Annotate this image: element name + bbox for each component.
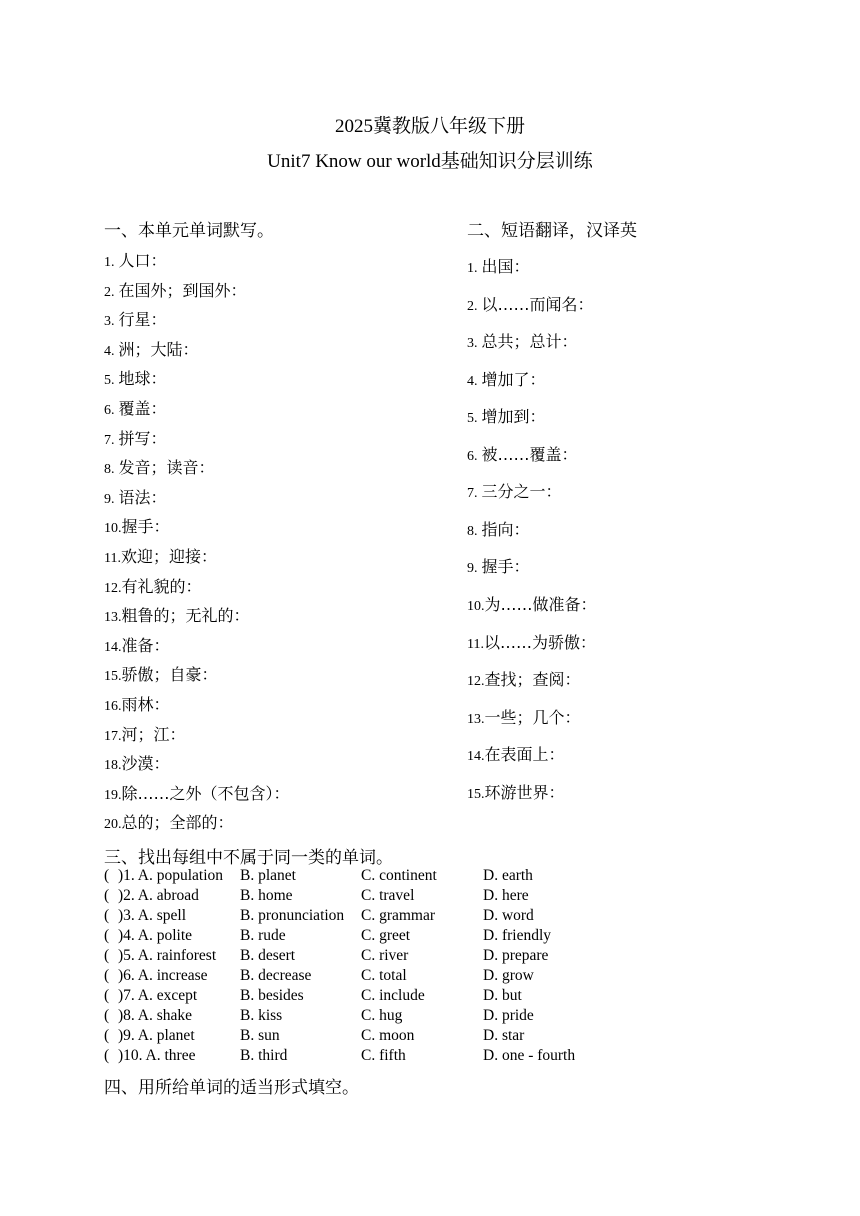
item-number: 15.	[104, 669, 122, 685]
section2-item	[467, 479, 562, 502]
section1-item	[104, 722, 186, 745]
section1-item	[104, 751, 170, 774]
answer-blank: (	[104, 906, 110, 924]
section1-item	[104, 574, 202, 597]
answer-blank: (	[104, 946, 110, 964]
item-prompt: 在表面上：	[484, 745, 565, 765]
option-d: D. grow	[483, 966, 534, 984]
item-number: 3.	[467, 336, 478, 352]
item-prompt: 指向：	[481, 519, 530, 539]
option-b: B. planet	[240, 867, 296, 884]
answer-blank: (	[104, 1026, 110, 1044]
item-number: 12.	[104, 580, 122, 596]
option-a: )2. A. abroad	[118, 886, 199, 904]
item-prompt: 总的；全部的：	[121, 813, 234, 833]
answer-blank: (	[104, 966, 110, 984]
section1-item	[104, 278, 247, 301]
option-c: C. hug	[361, 1006, 403, 1024]
option-a: )1. A. population	[118, 867, 224, 884]
section2-item	[467, 367, 546, 390]
item-number: 18.	[104, 758, 122, 774]
section1-item	[104, 366, 167, 389]
option-c: C. fifth	[361, 1046, 406, 1064]
section1-item	[104, 692, 170, 715]
option-d: D. word	[483, 906, 534, 924]
option-d: D. friendly	[483, 926, 552, 944]
section2-item	[467, 254, 530, 277]
section1-item	[104, 396, 167, 419]
option-b: B. sun	[240, 1026, 280, 1044]
option-c: C. total	[361, 966, 407, 984]
section1-item	[104, 810, 234, 833]
item-number: 13.	[467, 711, 485, 727]
item-prompt: 粗鲁的；无礼的：	[121, 606, 250, 626]
item-number: 19.	[104, 787, 122, 803]
option-b: B. besides	[240, 986, 304, 1004]
item-prompt: 有礼貌的：	[121, 576, 202, 596]
section1-heading: 一、本单元单词默写。	[104, 221, 274, 241]
item-prompt: 河；江：	[121, 724, 186, 744]
option-d: D. here	[483, 886, 529, 904]
item-prompt: 洲；大陆：	[118, 339, 199, 359]
option-c: C. greet	[361, 926, 411, 944]
option-c: C. grammar	[361, 906, 436, 924]
item-number: 4.	[467, 373, 478, 389]
item-prompt: 人口：	[118, 251, 167, 270]
section1-item	[104, 544, 217, 567]
section2-item	[467, 329, 578, 352]
item-prompt: 雨林：	[121, 695, 170, 714]
item-number: 15.	[467, 786, 485, 802]
option-b: B. kiss	[240, 1006, 283, 1024]
item-number: 5.	[467, 411, 478, 427]
answer-blank: (	[104, 986, 110, 1004]
section1-item	[104, 485, 167, 508]
item-prompt: 除……之外（不包含）：	[121, 783, 290, 803]
option-b: B. decrease	[240, 966, 312, 984]
item-prompt: 环游世界：	[484, 782, 565, 802]
item-prompt: 被……覆盖：	[481, 444, 578, 464]
option-a: )4. A. polite	[118, 926, 193, 944]
item-prompt: 行星：	[118, 310, 167, 330]
section1-item	[104, 307, 167, 330]
option-d: D. pride	[483, 1006, 534, 1024]
option-c: C. river	[361, 946, 409, 964]
item-number: 6.	[467, 448, 478, 464]
option-d: D. earth	[483, 867, 533, 884]
item-number: 5.	[104, 373, 115, 389]
option-a: )6. A. increase	[118, 966, 208, 984]
item-prompt: 骄傲；自豪：	[121, 665, 218, 685]
option-a: )8. A. shake	[118, 1006, 193, 1024]
item-prompt: 地球：	[118, 369, 167, 389]
section4-heading: 四、用所给单词的适当形式填空。	[104, 1078, 359, 1098]
section2-item	[467, 292, 594, 315]
answer-blank: (	[104, 926, 110, 944]
section1-item	[104, 337, 199, 360]
item-number: 10.	[104, 521, 122, 537]
item-number: 2.	[104, 284, 115, 300]
option-c: C. moon	[361, 1026, 415, 1044]
item-number: 10.	[467, 598, 485, 614]
item-number: 4.	[104, 343, 115, 359]
item-prompt: 欢迎；迎接：	[120, 547, 217, 566]
section2-heading: 二、短语翻译，汉译英	[467, 221, 637, 241]
option-b: B. pronunciation	[240, 906, 345, 924]
item-prompt: 一些；几个：	[484, 707, 581, 727]
item-prompt: 增加了：	[481, 369, 546, 389]
item-prompt: 增加到：	[481, 407, 546, 427]
item-number: 16.	[104, 699, 122, 714]
option-d: D. prepare	[483, 946, 549, 964]
item-number: 7.	[467, 486, 478, 502]
item-prompt: 出国：	[481, 257, 530, 276]
item-prompt: 以……为骄傲：	[483, 632, 596, 652]
item-prompt: 发音；读音：	[118, 458, 215, 478]
section2-item	[467, 667, 581, 690]
item-prompt: 握手：	[481, 557, 530, 577]
section2-item	[467, 705, 581, 728]
item-number: 11.	[104, 551, 121, 566]
section2-item	[467, 592, 597, 615]
item-number: 12.	[467, 674, 485, 690]
answer-blank: (	[104, 886, 110, 904]
option-a: )5. A. rainforest	[118, 946, 217, 964]
item-prompt: 为……做准备：	[484, 594, 597, 614]
item-number: 14.	[467, 749, 485, 765]
item-number: 17.	[104, 728, 122, 744]
section1-item	[104, 514, 170, 537]
section2-item	[467, 404, 546, 427]
answer-blank: (	[104, 867, 110, 884]
option-b: B. third	[240, 1046, 288, 1064]
item-number: 9.	[467, 561, 478, 577]
item-prompt: 准备：	[121, 635, 170, 655]
option-c: C. continent	[361, 867, 437, 884]
section2-item	[467, 630, 596, 653]
item-prompt: 三分之一：	[481, 482, 562, 502]
section1-item	[104, 781, 290, 804]
section2-item	[467, 554, 530, 577]
section1-item	[104, 603, 250, 626]
item-prompt: 拼写：	[118, 428, 167, 448]
item-number: 6.	[104, 403, 115, 418]
item-number: 1.	[104, 255, 115, 270]
answer-blank: (	[104, 1006, 110, 1024]
option-d: D. star	[483, 1026, 525, 1044]
item-number: 20.	[104, 817, 122, 833]
item-prompt: 查找；查阅：	[484, 670, 581, 690]
item-number: 9.	[104, 491, 115, 507]
item-number: 1.	[467, 261, 478, 276]
option-c: C. include	[361, 986, 425, 1004]
item-number: 2.	[467, 298, 478, 314]
item-number: 8.	[104, 462, 115, 478]
section1-item	[104, 633, 170, 656]
option-a: )9. A. planet	[118, 1026, 195, 1044]
section1-item	[104, 662, 218, 685]
section3-heading: 三、找出每组中不属于同一类的单词。	[104, 848, 393, 868]
item-number: 8.	[467, 523, 478, 539]
item-number: 7.	[104, 432, 115, 448]
section2-item	[467, 442, 578, 465]
document-title: 2025冀教版八年级下册	[334, 116, 525, 137]
item-prompt: 在国外；到国外：	[118, 280, 247, 300]
item-prompt: 沙漠：	[121, 754, 170, 774]
item-number: 14.	[104, 639, 122, 655]
section1-item	[104, 426, 167, 449]
option-b: B. home	[240, 886, 293, 904]
option-b: B. rude	[240, 926, 286, 944]
option-d: D. but	[483, 986, 522, 1004]
option-d: D. one - fourth	[483, 1046, 576, 1064]
item-prompt: 握手：	[121, 517, 170, 537]
item-number: 13.	[104, 610, 122, 626]
item-number: 11.	[467, 636, 484, 652]
item-number: 3.	[104, 314, 115, 330]
section1-item	[104, 248, 167, 271]
section2-item	[467, 517, 530, 540]
item-prompt: 以……而闻名：	[481, 294, 594, 314]
option-a: )3. A. spell	[118, 906, 187, 924]
item-prompt: 覆盖：	[118, 399, 167, 418]
option-a: )7. A. except	[118, 986, 198, 1004]
section1-item	[104, 455, 215, 478]
section2-item	[467, 742, 565, 765]
item-prompt: 总共；总计：	[481, 332, 578, 352]
document-subtitle: Unit7 Know our world基础知识分层训练	[267, 151, 593, 172]
option-a: )10. A. three	[118, 1046, 196, 1064]
section2-item	[467, 780, 565, 803]
option-c: C. travel	[361, 886, 415, 904]
answer-blank: (	[104, 1046, 110, 1064]
option-b: B. desert	[240, 946, 296, 964]
item-prompt: 语法：	[118, 487, 167, 507]
